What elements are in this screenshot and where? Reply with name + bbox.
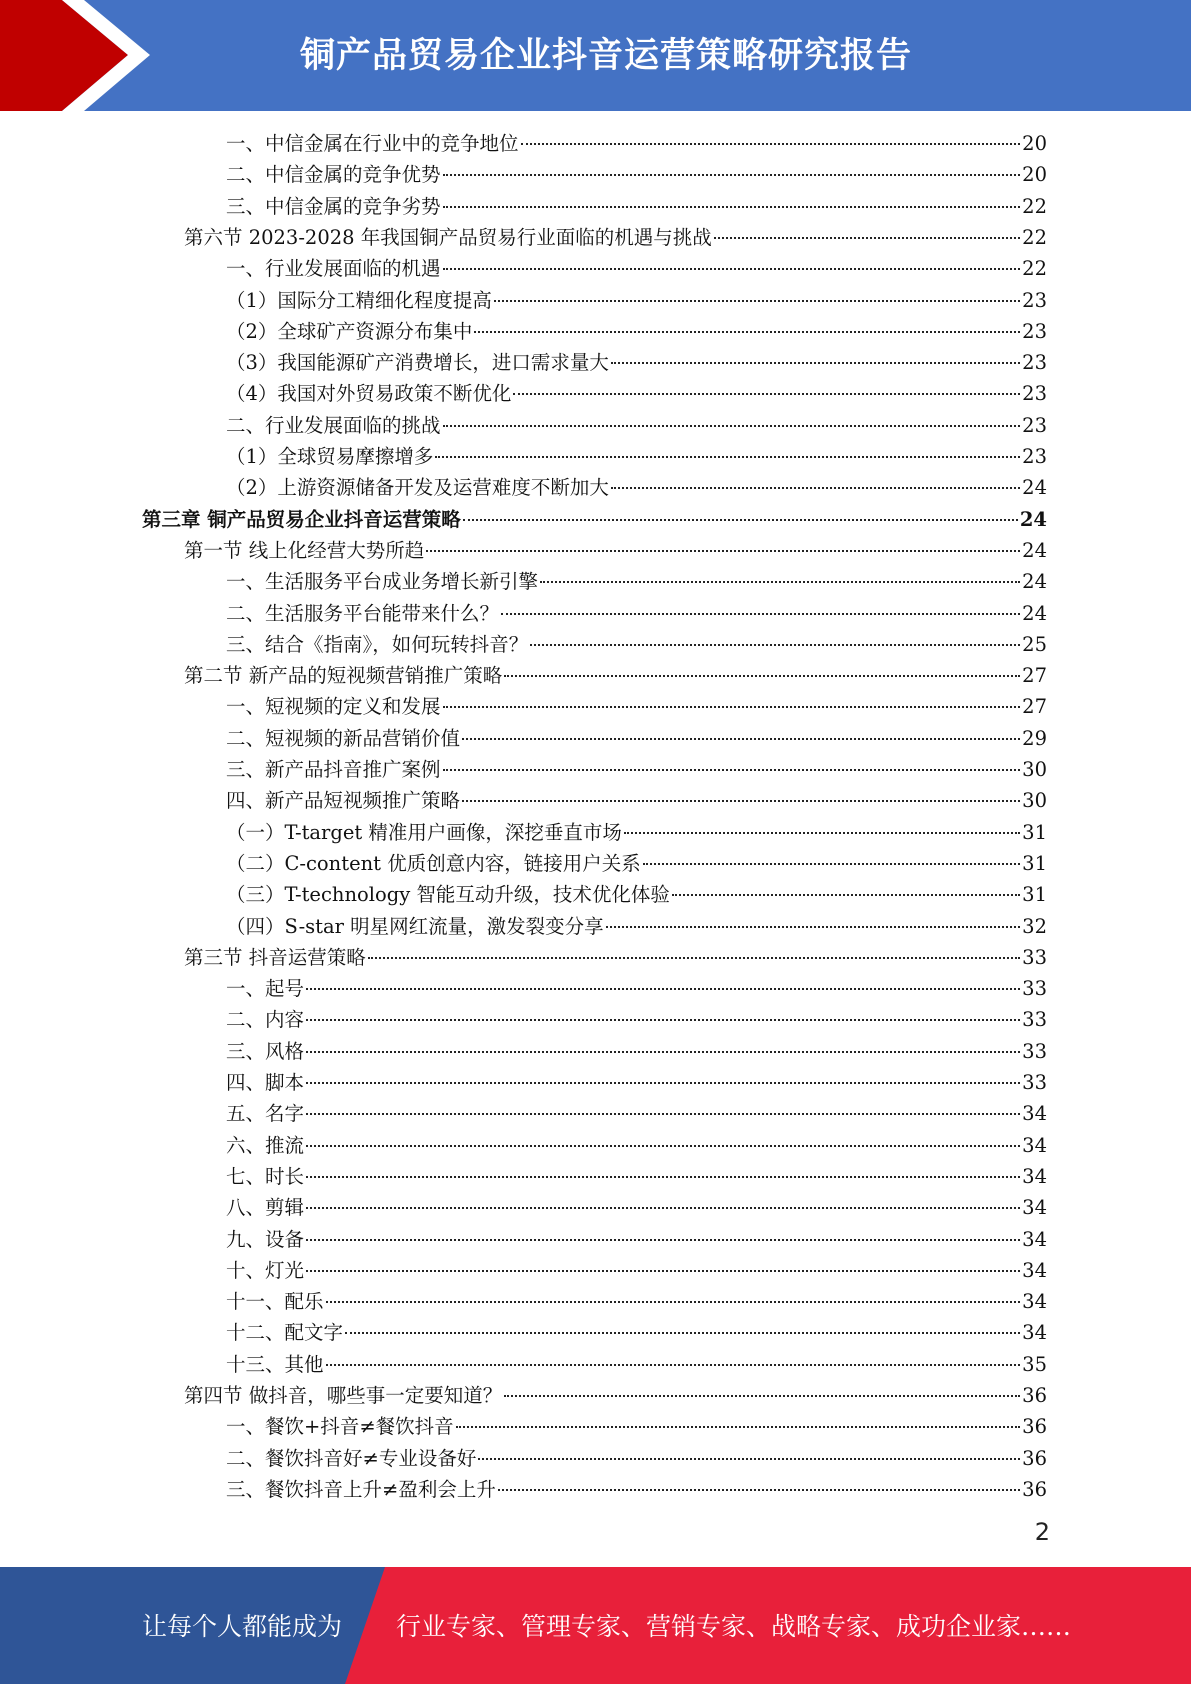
toc-entry-label: 二、内容 bbox=[226, 1008, 305, 1032]
toc-dot-leader bbox=[462, 800, 1020, 802]
header-banner bbox=[0, 0, 1191, 111]
toc-dot-leader bbox=[474, 331, 1020, 333]
toc-entry-label: 一、行业发展面临的机遇 bbox=[226, 257, 441, 281]
toc-dot-leader bbox=[306, 1145, 1020, 1147]
toc-entry-page: 23 bbox=[1022, 351, 1047, 375]
toc-dot-leader bbox=[368, 957, 1020, 959]
toc-entry-label: 第二节 新产品的短视频营销推广策略 bbox=[184, 664, 503, 688]
toc-entry-page: 20 bbox=[1022, 132, 1047, 155]
toc-entry-label: （3）我国能源矿产消费增长，进口需求量大 bbox=[226, 351, 609, 375]
footer-slogan: 让每个人都能成为 bbox=[142, 1612, 343, 1641]
toc-dot-leader bbox=[306, 1270, 1020, 1272]
toc-entry[interactable] bbox=[226, 911, 1047, 942]
toc-entry-page: 31 bbox=[1022, 883, 1047, 907]
toc-dot-leader bbox=[306, 1051, 1020, 1053]
toc-entry[interactable] bbox=[226, 1224, 1047, 1255]
toc-dot-leader bbox=[426, 550, 1020, 552]
toc-entry-page: 22 bbox=[1022, 257, 1047, 281]
toc-entry[interactable] bbox=[226, 817, 1047, 848]
toc-entry[interactable] bbox=[226, 1411, 1047, 1442]
toc-entry[interactable] bbox=[226, 472, 1047, 503]
toc-entry-label: 十二、配文字 bbox=[226, 1321, 344, 1345]
toc-dot-leader bbox=[306, 1082, 1020, 1084]
toc-dot-leader bbox=[504, 1395, 1020, 1397]
toc-entry-label: （四）S-star 明星网红流量，激发裂变分享 bbox=[226, 914, 604, 938]
toc-entry-label: 七、时长 bbox=[226, 1164, 305, 1188]
toc-entry[interactable] bbox=[226, 285, 1047, 316]
toc-entry-page: 34 bbox=[1022, 1196, 1047, 1220]
toc-entry-page: 24 bbox=[1022, 570, 1047, 594]
toc-entry[interactable] bbox=[226, 879, 1047, 910]
toc-dot-leader bbox=[643, 863, 1020, 865]
toc-entry-label: 九、设备 bbox=[226, 1227, 305, 1251]
toc-entry-label: 第三章 铜产品贸易企业抖音运营策略 bbox=[142, 507, 461, 531]
toc-entry-page: 23 bbox=[1022, 288, 1047, 312]
toc-entry-label: （二）C-content 优质创意内容，链接用户关系 bbox=[226, 851, 641, 875]
toc-entry-page: 25 bbox=[1022, 632, 1047, 656]
toc-entry-page: 27 bbox=[1022, 695, 1047, 719]
toc-entry[interactable] bbox=[226, 691, 1047, 722]
toc-dot-leader bbox=[345, 1332, 1020, 1334]
toc-entry-page: 36 bbox=[1022, 1415, 1047, 1439]
report-title: 铜产品贸易企业抖音运营策略研究报告 bbox=[300, 36, 913, 76]
toc-entry-label: （2）上游资源储备开发及运营难度不断加大 bbox=[226, 476, 609, 500]
toc-dot-leader bbox=[306, 1239, 1020, 1241]
toc-entry-label: 二、生活服务平台能带来什么？ bbox=[226, 601, 500, 625]
toc-entry[interactable] bbox=[226, 566, 1047, 597]
toc-entry-label: 十、灯光 bbox=[226, 1258, 305, 1282]
toc-entry[interactable] bbox=[226, 1192, 1047, 1223]
toc-dot-leader bbox=[494, 300, 1020, 302]
toc-entry-page: 24 bbox=[1019, 507, 1047, 531]
toc-entry-page: 34 bbox=[1022, 1290, 1047, 1314]
toc-entry-label: 十一、配乐 bbox=[226, 1290, 324, 1314]
toc-entry-page: 34 bbox=[1022, 1258, 1047, 1282]
toc-entry[interactable] bbox=[226, 410, 1047, 441]
toc-entry-label: （1）全球贸易摩擦增多 bbox=[226, 445, 434, 468]
toc-entry-label: （2）全球矿产资源分布集中 bbox=[226, 319, 473, 343]
toc-entry-label: 三、结合《指南》，如何玩转抖音？ bbox=[226, 632, 529, 656]
toc-dot-leader bbox=[478, 1458, 1020, 1460]
toc-entry-page: 36 bbox=[1022, 1384, 1047, 1407]
toc-dot-leader bbox=[504, 675, 1020, 677]
toc-dot-leader bbox=[306, 988, 1020, 990]
toc-entry-page: 23 bbox=[1022, 382, 1047, 406]
toc-dot-leader bbox=[463, 519, 1018, 521]
toc-dot-leader bbox=[498, 1489, 1020, 1491]
toc-entry[interactable] bbox=[226, 629, 1047, 660]
toc-entry-page: 34 bbox=[1022, 1321, 1047, 1345]
toc-dot-leader bbox=[306, 1176, 1020, 1178]
toc-entry-label: 第一节 线上化经营大势所趋 bbox=[184, 538, 425, 562]
toc-dot-leader bbox=[513, 393, 1020, 395]
toc-entry-page: 33 bbox=[1022, 1008, 1047, 1032]
toc-dot-leader bbox=[530, 644, 1020, 646]
toc-dot-leader bbox=[606, 926, 1021, 928]
toc-dot-leader bbox=[456, 1426, 1020, 1428]
toc-dot-leader bbox=[624, 832, 1020, 834]
toc-entry-label: （4）我国对外贸易政策不断优化 bbox=[226, 382, 512, 406]
toc-dot-leader bbox=[521, 143, 1021, 145]
toc-entry-label: 二、行业发展面临的挑战 bbox=[226, 413, 441, 437]
toc-entry[interactable] bbox=[226, 1161, 1047, 1192]
toc-entry-page: 30 bbox=[1022, 789, 1047, 813]
toc-entry-page: 34 bbox=[1022, 1102, 1047, 1126]
toc-entry[interactable] bbox=[142, 504, 1047, 535]
toc-dot-leader bbox=[443, 174, 1021, 176]
toc-entry[interactable] bbox=[226, 1349, 1047, 1380]
toc-entry-label: 五、名字 bbox=[226, 1102, 305, 1126]
toc-dot-leader bbox=[326, 1301, 1021, 1303]
toc-entry-label: 第六节 2023-2028 年我国铜产品贸易行业面临的机遇与挑战 bbox=[184, 225, 712, 249]
toc-entry-label: 一、短视频的定义和发展 bbox=[226, 695, 441, 719]
toc-entry-page: 33 bbox=[1022, 977, 1047, 1001]
toc-entry-label: 第四节 做抖音，哪些事一定要知道？ bbox=[184, 1384, 503, 1407]
toc-entry-page: 34 bbox=[1022, 1164, 1047, 1188]
toc-entry[interactable] bbox=[184, 222, 1047, 253]
toc-entry-page: 24 bbox=[1022, 476, 1047, 500]
toc-entry-page: 31 bbox=[1022, 851, 1047, 875]
toc-entry[interactable] bbox=[226, 1036, 1047, 1067]
toc-dot-leader bbox=[306, 1207, 1020, 1209]
toc-dot-leader bbox=[611, 362, 1020, 364]
toc-entry[interactable] bbox=[226, 1098, 1047, 1129]
toc-entry-page: 29 bbox=[1022, 726, 1047, 750]
toc-entry[interactable] bbox=[226, 1130, 1047, 1161]
toc-entry-label: 三、中信金属的竞争劣势 bbox=[226, 194, 441, 218]
toc-entry-page: 24 bbox=[1022, 601, 1047, 625]
toc-dot-leader bbox=[462, 738, 1020, 740]
toc-entry[interactable] bbox=[226, 723, 1047, 754]
toc-entry-page: 36 bbox=[1022, 1477, 1047, 1501]
toc-entry-page: 35 bbox=[1022, 1352, 1047, 1376]
toc-entry-page: 33 bbox=[1022, 1039, 1047, 1063]
toc-entry-page: 20 bbox=[1022, 163, 1047, 187]
footer-roles: 行业专家、管理专家、营销专家、战略专家、成功企业家…… bbox=[396, 1612, 1072, 1641]
toc-entry[interactable] bbox=[226, 1286, 1047, 1317]
toc-entry[interactable] bbox=[226, 253, 1047, 284]
toc-entry-label: 三、餐饮抖音上升≠盈利会上升 bbox=[226, 1477, 496, 1501]
toc-entry-label: 四、新产品短视频推广策略 bbox=[226, 789, 461, 813]
toc-entry[interactable] bbox=[226, 128, 1047, 159]
toc-dot-leader bbox=[611, 487, 1020, 489]
toc-entry[interactable] bbox=[184, 660, 1047, 691]
page-number: 2 bbox=[1034, 1518, 1050, 1546]
toc-entry[interactable] bbox=[226, 1474, 1047, 1505]
toc-entry-page: 24 bbox=[1022, 538, 1047, 562]
toc-entry-page: 22 bbox=[1022, 194, 1047, 218]
toc-entry-label: 一、中信金属在行业中的竞争地位 bbox=[226, 132, 519, 155]
toc-entry-label: 八、剪辑 bbox=[226, 1196, 305, 1220]
toc-dot-leader bbox=[443, 706, 1021, 708]
toc-entry-label: （一）T-target 精准用户画像，深挖垂直市场 bbox=[226, 820, 622, 844]
toc-entry-label: 三、风格 bbox=[226, 1039, 305, 1063]
toc-entry[interactable] bbox=[226, 1317, 1047, 1348]
toc-dot-leader bbox=[306, 1113, 1020, 1115]
toc-entry-label: 第三节 抖音运营策略 bbox=[184, 945, 366, 969]
toc-dot-leader bbox=[714, 237, 1020, 239]
toc-entry-label: （1）国际分工精细化程度提高 bbox=[226, 288, 492, 312]
toc-dot-leader bbox=[306, 1019, 1020, 1021]
toc-entry-page: 23 bbox=[1022, 413, 1047, 437]
toc-entry-page: 23 bbox=[1022, 319, 1047, 343]
toc-entry-page: 33 bbox=[1022, 945, 1047, 969]
toc-entry-page: 36 bbox=[1022, 1446, 1047, 1470]
toc-entry[interactable] bbox=[226, 785, 1047, 816]
toc-entry[interactable] bbox=[226, 1004, 1047, 1035]
toc-dot-leader bbox=[540, 581, 1020, 583]
toc-entry-label: 十三、其他 bbox=[226, 1352, 324, 1376]
toc-entry-page: 22 bbox=[1022, 225, 1047, 249]
toc-entry-label: （三）T-technology 智能互动升级，技术优化体验 bbox=[226, 883, 670, 907]
toc-entry-page: 30 bbox=[1022, 758, 1047, 781]
toc-entry[interactable] bbox=[226, 316, 1047, 347]
toc-entry-label: 一、起号 bbox=[226, 977, 305, 1001]
toc-dot-leader bbox=[443, 206, 1021, 208]
toc-entry[interactable] bbox=[226, 378, 1047, 409]
toc-entry[interactable] bbox=[184, 1380, 1047, 1411]
toc-entry-label: 一、生活服务平台成业务增长新引擎 bbox=[226, 570, 539, 594]
toc-dot-leader bbox=[501, 613, 1020, 615]
toc-dot-leader bbox=[326, 1364, 1021, 1366]
toc-entry-label: 二、中信金属的竞争优势 bbox=[226, 163, 441, 187]
toc-entry[interactable] bbox=[226, 159, 1047, 190]
toc-entry[interactable] bbox=[226, 1443, 1047, 1474]
footer-banner bbox=[0, 1567, 1191, 1684]
toc-dot-leader bbox=[672, 894, 1020, 896]
toc-entry[interactable] bbox=[184, 535, 1047, 566]
toc-entry-label: 二、短视频的新品营销价值 bbox=[226, 726, 461, 750]
toc-entry[interactable] bbox=[226, 973, 1047, 1004]
toc-entry[interactable] bbox=[184, 942, 1047, 973]
toc-entry[interactable] bbox=[226, 848, 1047, 879]
toc-entry-page: 27 bbox=[1022, 664, 1047, 688]
toc-entry[interactable] bbox=[226, 347, 1047, 378]
toc-entry-page: 31 bbox=[1022, 820, 1047, 844]
toc-dot-leader bbox=[443, 425, 1021, 427]
toc-entry-label: 六、推流 bbox=[226, 1133, 305, 1157]
toc-entry-label: 三、新产品抖音推广案例 bbox=[226, 758, 441, 781]
toc-entry-page: 32 bbox=[1022, 914, 1047, 938]
toc-entry[interactable] bbox=[226, 1067, 1047, 1098]
toc-dot-leader bbox=[443, 769, 1021, 771]
toc-entry[interactable] bbox=[226, 441, 1047, 472]
toc-entry-label: 一、餐饮+抖音≠餐饮抖音 bbox=[226, 1415, 454, 1439]
toc-entry-page: 34 bbox=[1022, 1227, 1047, 1251]
toc-entry-page: 33 bbox=[1022, 1071, 1047, 1094]
toc-entry-page: 23 bbox=[1022, 445, 1047, 468]
toc-entry-label: 四、脚本 bbox=[226, 1071, 305, 1094]
toc-entry-label: 二、餐饮抖音好≠专业设备好 bbox=[226, 1446, 477, 1470]
toc-dot-leader bbox=[435, 456, 1020, 458]
toc-dot-leader bbox=[443, 268, 1021, 270]
toc-entry[interactable] bbox=[226, 754, 1047, 785]
toc-entry[interactable] bbox=[226, 598, 1047, 629]
toc-entry[interactable] bbox=[226, 191, 1047, 222]
toc-entry-page: 34 bbox=[1022, 1133, 1047, 1157]
toc-entry[interactable] bbox=[226, 1255, 1047, 1286]
